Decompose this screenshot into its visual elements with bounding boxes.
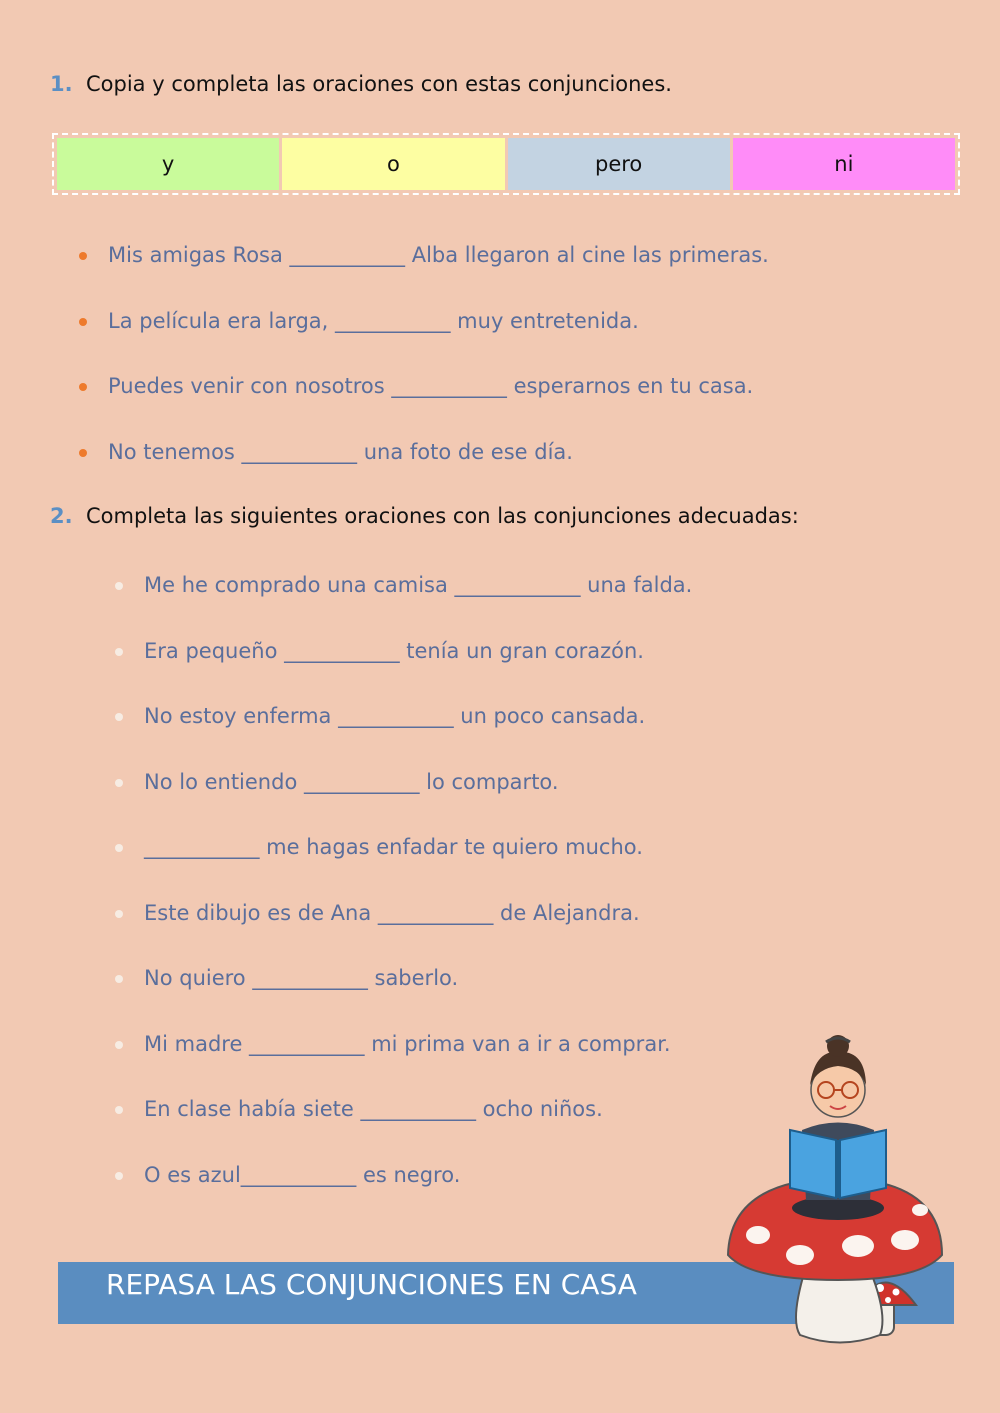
bullet-icon: [115, 1041, 123, 1049]
word-bank: [52, 133, 960, 195]
bullet-icon: [115, 648, 123, 656]
sentence-text: Este dibujo es de Ana ___________ de Alejandra.: [144, 900, 640, 925]
exercise-2-number: 2.: [50, 504, 73, 528]
word-bank-word: y: [161, 152, 175, 176]
bullet-icon: [79, 318, 87, 326]
list-item: [144, 901, 692, 967]
sentence-text: No tenemos ___________ una foto de ese día.: [108, 439, 573, 464]
exercise-2-instruction: Completa las siguientes oraciones con las conjunciones adecuadas:: [86, 504, 799, 528]
bullet-icon: [79, 383, 87, 391]
bullet-icon: [115, 779, 123, 787]
word-bank-cell: [733, 138, 955, 190]
sentence-text: Me he comprado una camisa ____________ una falda.: [144, 573, 693, 597]
list-item: [144, 770, 692, 836]
sentence-text: ___________ me hagas enfadar te quiero mucho.: [144, 835, 643, 859]
bullet-icon: [79, 449, 87, 457]
sentence-text: Mi madre ___________ mi prima van a ir a comprar.: [144, 1031, 671, 1056]
sentence-text: La película era larga, ___________ muy entretenida.: [108, 308, 639, 333]
list-item: [108, 309, 769, 375]
bullet-icon: [115, 1106, 123, 1114]
bullet-icon: [115, 713, 123, 721]
list-item: [144, 835, 692, 901]
list-item: [108, 243, 769, 309]
bullet-icon: [79, 252, 87, 260]
footer-text: REPASA LAS CONJUNCIONES EN CASA: [106, 1268, 637, 1301]
sentence-text: Era pequeño ___________ tenía un gran corazón.: [144, 638, 644, 663]
sentence-text: No estoy enferma ___________ un poco cansada.: [144, 704, 646, 728]
list-item: [108, 374, 769, 440]
exercise-1-number: 1.: [50, 72, 73, 96]
exercise-2-sentence-list: [144, 573, 692, 1228]
sentence-text: Mis amigas Rosa ___________ Alba llegaron al cine las primeras.: [108, 243, 769, 267]
reading-girl-on-mushroom-icon: [720, 1030, 950, 1350]
exercise-1-heading: [50, 72, 672, 96]
bullet-icon: [115, 844, 123, 852]
list-item: [144, 1032, 692, 1098]
bullet-icon: [115, 1172, 123, 1180]
word-bank-word: pero: [594, 152, 643, 176]
exercise-2-heading: [50, 504, 799, 528]
list-item: [144, 966, 692, 1032]
sentence-text: Puedes venir con nosotros ___________ esperarnos en tu casa.: [108, 374, 754, 398]
list-item: [144, 1097, 692, 1163]
sentence-text: O es azul___________ es negro.: [144, 1162, 461, 1187]
list-item: [144, 573, 692, 639]
exercise-1-instruction: Copia y completa las oraciones con estas conjunciones.: [86, 72, 672, 96]
list-item: [144, 639, 692, 705]
list-item: [144, 1163, 692, 1229]
word-bank-cell: [57, 138, 279, 190]
bullet-icon: [115, 582, 123, 590]
word-bank-cell: [508, 138, 730, 190]
sentence-text: No quiero ___________ saberlo.: [144, 966, 459, 990]
bullet-icon: [115, 975, 123, 983]
list-item: [108, 440, 769, 506]
bullet-icon: [115, 910, 123, 918]
list-item: [144, 704, 692, 770]
exercise-1-sentence-list: [108, 243, 769, 505]
word-bank-word: o: [386, 152, 400, 176]
word-bank-word: ni: [834, 152, 854, 176]
sentence-text: En clase había siete ___________ ocho niños.: [144, 1097, 603, 1121]
sentence-text: No lo entiendo ___________ lo comparto.: [144, 769, 559, 794]
word-bank-cell: [282, 138, 504, 190]
